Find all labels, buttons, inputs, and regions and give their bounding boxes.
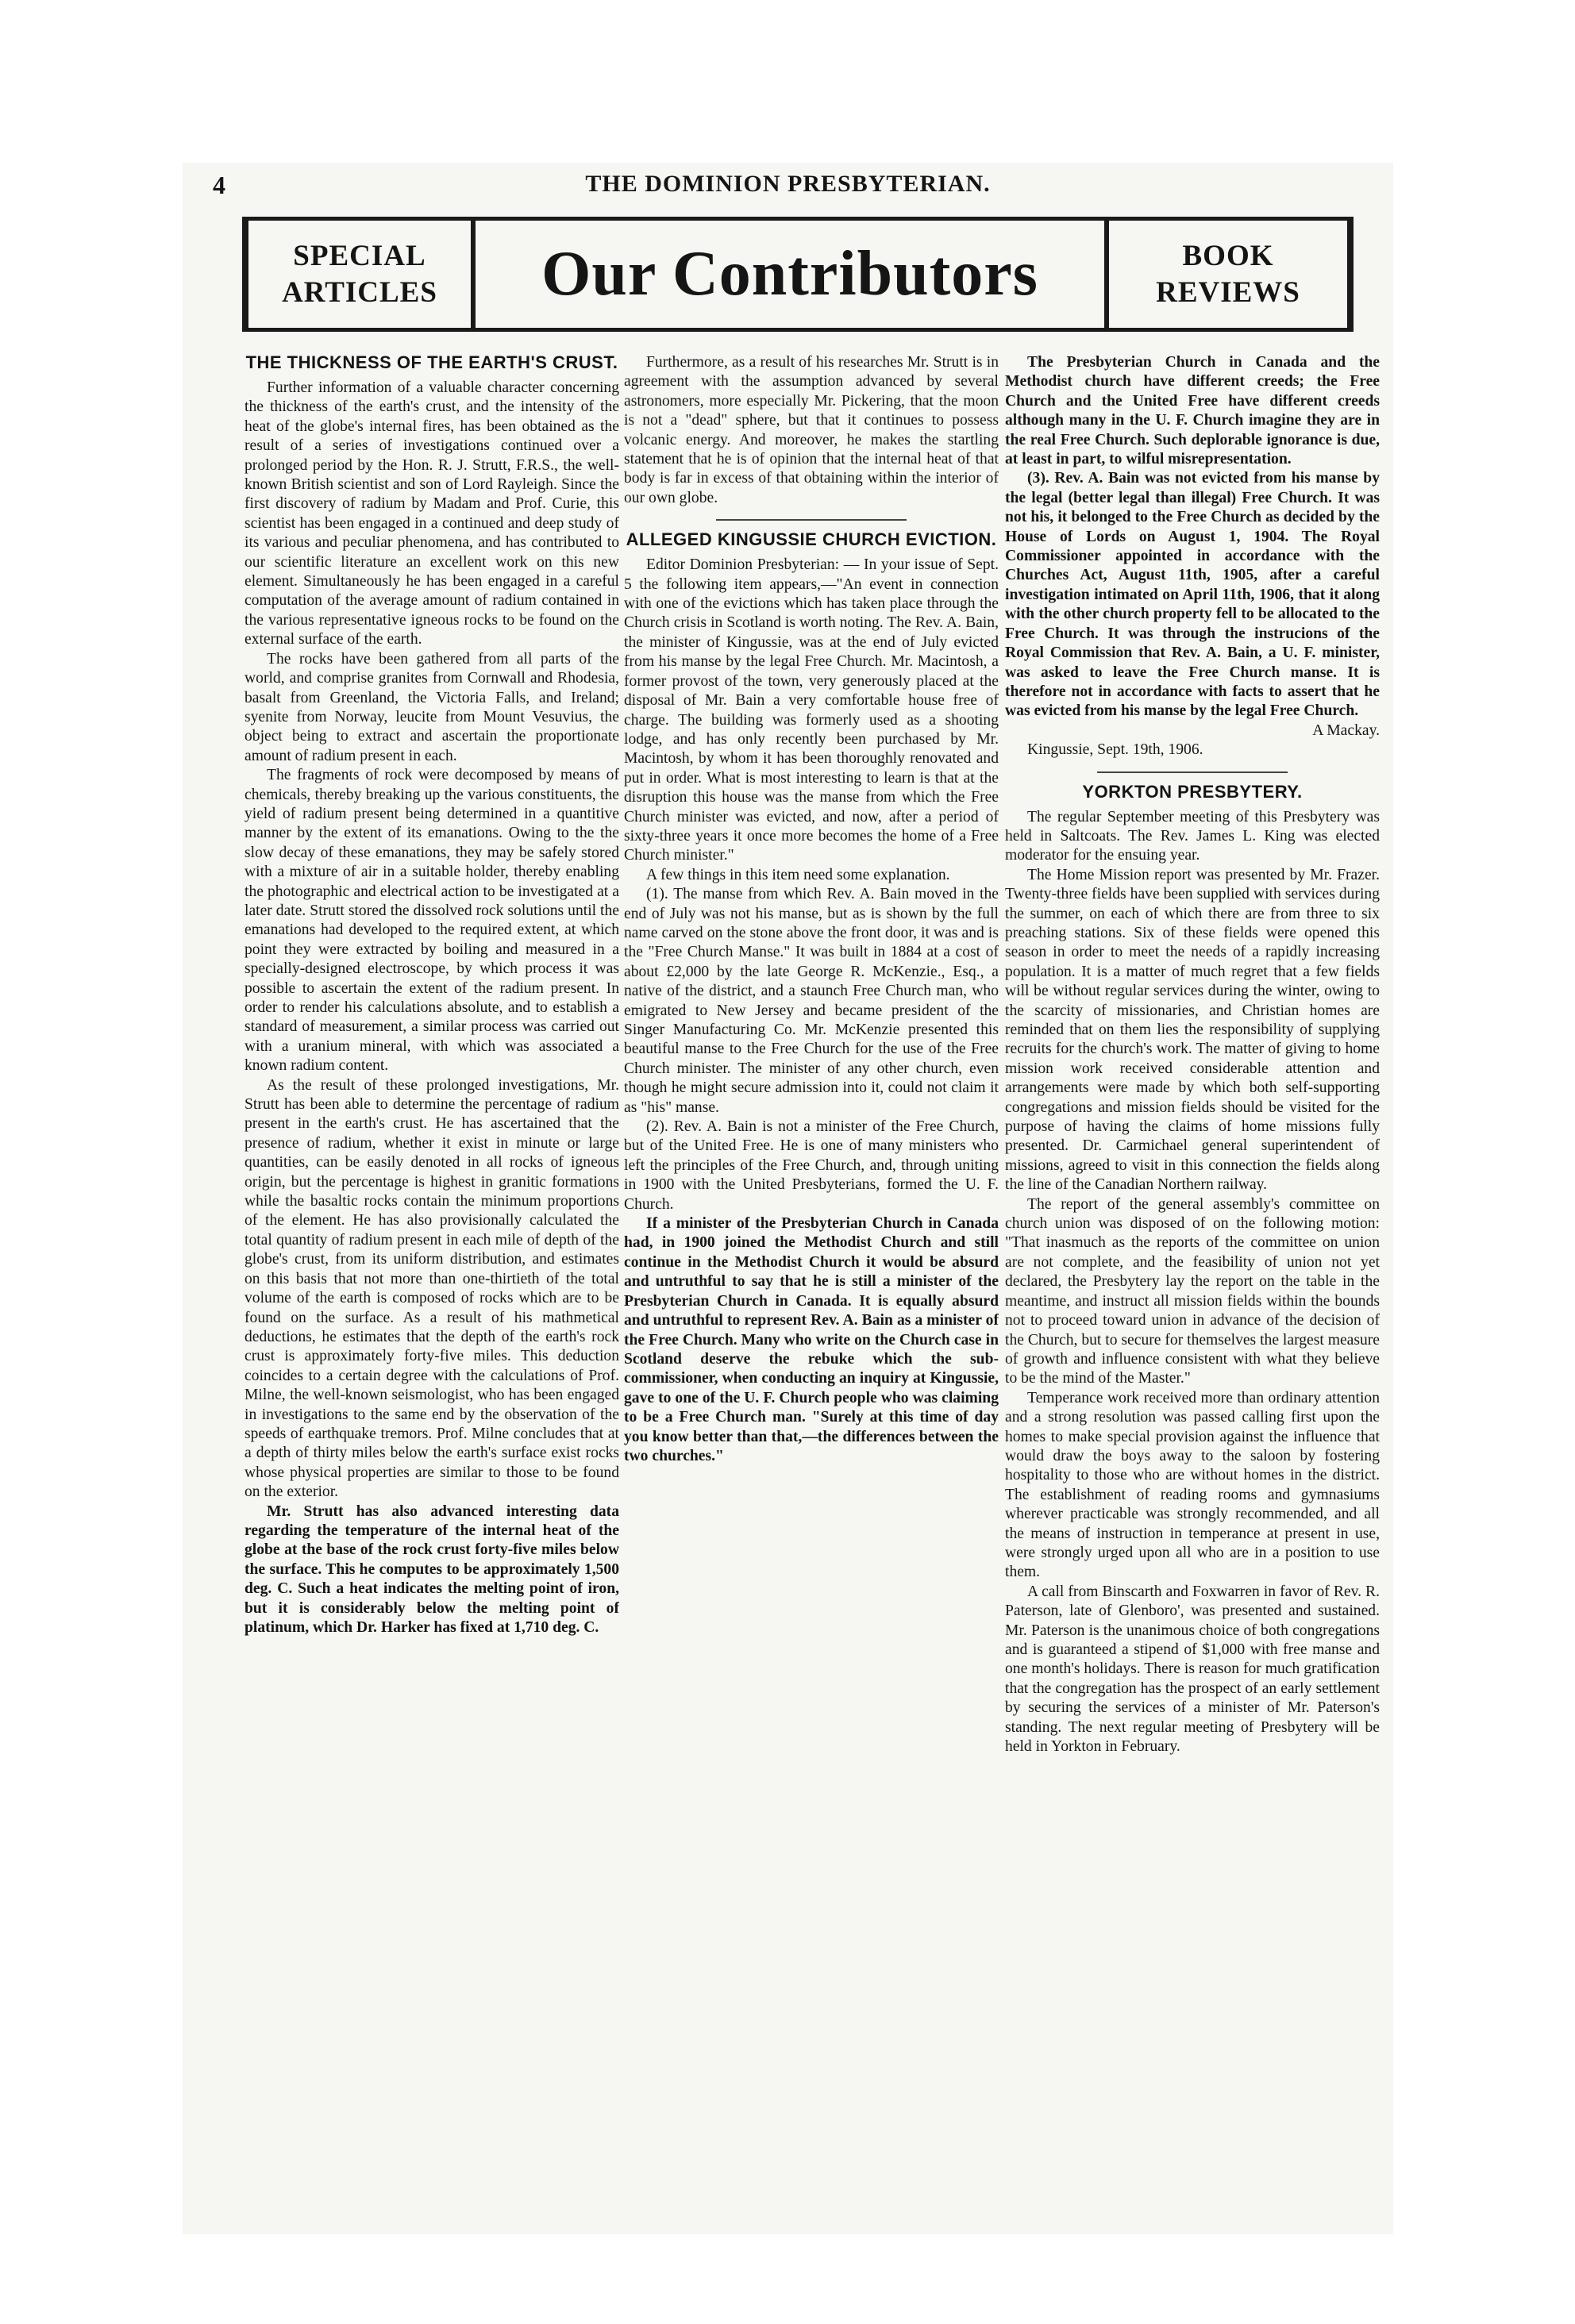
article-paragraph: Furthermore, as a result of his researches Mr. Strutt is in agreement with the assumption advanced by several astronomers, more especially Mr. Pickering, that the moon is not a "dead" sphere, but that it continues to possess volcanic energy. And moreover, he makes the startling statement that he is of opinion that the internal heat of that body is far in excess of that obtaining within the interior of our own globe. — [624, 354, 999, 506]
article-paragraph: Temperance work received more than ordinary attention and a strong resolution was passed calling first upon the homes to make special provision against the influence that would draw the boys away to the saloon by fostering hospitality to those who are without homes in the district. The establishment of reading rooms and gymnasiums wherever practicable was strongly recommended, and all the means of instruction in temperance at present in use, were strongly urged upon all who are in a position to use them. — [1005, 1389, 1380, 1581]
article-paragraph: Further information of a valuable character concerning the thickness of the earth's crust, and the intensity of the heat of the globe's internal fires, has been obtained as the result of a series of investigations continued over a prolonged period by the Hon. R. J. Strutt, F.R.S., the well-known British scientist and son of Lord Rayleigh. Since the first discovery of radium by Madam and Prof. Curie, this scientist has been engaged in a continued and deep study of its various and peculiar phenomena, and has contributed to our scientific literature an excellent work on this new element. Simultaneously he has been engaged in a careful computation of the average amount of radium contained in the various representative igneous rocks to be found on the external surface of the earth. — [245, 379, 619, 648]
column-3 — [1005, 353, 1380, 2218]
article-paragraph: A call from Binscarth and Foxwarren in favor of Rev. R. Paterson, late of Glenboro', was presented and sustained. Mr. Paterson is the unanimous choice of both congregations and is guaranteed a stipend of $1,000 with free manse and one month's holidays. There is reason for much gratification that the congregation has the prospect of an early settlement by securing the services of a minister of Mr. Paterson's standing. The next regular meeting of Presbytery will be held in Yorkton in February. — [1005, 1583, 1380, 1756]
section-banner — [242, 217, 1354, 332]
dateline: Kingussie, Sept. 19th, 1906. — [1027, 741, 1203, 759]
running-head — [183, 163, 1393, 210]
article-paragraph: If a minister of the Presbyterian Church in Canada had, in 1900 joined the Methodist Church and still continue in the Methodist Church it would be absurd and untruthful to say that he is still a minister of the Presbyterian Church in Canada. It is equally absurd and untruthful to represent Rev. A. Bain as a minister of the Free Church. Many who write on the Church case in Scotland deserve the rebuke which the sub-commissioner, when conducting an inquiry at Kingussie, gave to one of the U. F. Church people who was claiming to be a Free Church man. "Surely at this time of day you know better than that,—the differences between the two churches." — [624, 1215, 999, 1464]
article-paragraph: (2). Rev. A. Bain is not a minister of the Free Church, but of the United Free. He is one of many ministers who left the principles of the Free Church, and, through uniting in 1900 with the United Presbyterians, formed the U. F. Church. — [624, 1118, 999, 1213]
article-paragraph: A few things in this item need some explanation. — [646, 866, 950, 883]
article-paragraph: The Presbyterian Church in Canada and the Methodist church have different creeds; the Free Church and the United Free have different creeds although many in the U. F. Church imagine they are in the real Free Church. Such deplorable ignorance is due, at least in part, to wilful misrepresentation. — [1005, 354, 1380, 468]
divider — [716, 519, 907, 521]
article-paragraph: The report of the general assembly's committee on church union was disposed of on the following motion: "That inasmuch as the reports of the committee on union are not complete, and the feasibility of union not yet declared, the Presbytery lay the report on the table in the meantime, and instruct all mission fields within the bounds not to proceed toward union in advance of the decision of the Church, but to secure for themselves the largest measure of growth and influence consistent with what they believe to be the mind of the Master." — [1005, 1195, 1380, 1387]
article-paragraph: (1). The manse from which Rev. A. Bain moved in the end of July was not his manse, but as is shown by the full name carved on the stone above the front door, it was and is the "Free Church Manse." It was built in 1884 at a cost of about £2,000 by the late George R. McKenzie., Esq., a native of the district, and a staunch Free Church man, who emigrated to New Jersey and became president of the Singer Manufacturing Co. Mr. McKenzie presented this beautiful manse to the Free Church for the use of the Free Church minister. The minister of any other church, even though he might secure admission into it, could not claim it as "his" manse. — [624, 886, 999, 1116]
journal-title: THE DOMINION PRESBYTERIAN. — [585, 171, 991, 197]
article-paragraph: The Home Mission report was presented by Mr. Frazer. Twenty-three fields have been supplied with services during the summer, on each of which there are from three to six preaching stations. Six of these fields were opened this season in order to meet the needs of a rapidly increasing population. It is a matter of much regret that a few fields will be without regular services during the winter, owing to the scarcity of missionaries, and Christian homes are reminded that on them lies the responsibility of supplying recruits for the church's work. The matter of giving to home mission work received considerable attention and arrangements were made by which both self-supporting congregations and mission fields should be visited for the purpose of having the claims of home missions fully presented. Dr. Carmichael general superintendent of missions, agreed to visit in this connection the fields along the line of the Canadian Northern railway. — [1005, 866, 1380, 1194]
banner-title: Our Contributors — [541, 239, 1038, 309]
article-earth-crust-headline: THE THICKNESS OF THE EARTH'S CRUST. — [245, 353, 618, 372]
banner-right-line2: REVIEWS — [1156, 275, 1300, 309]
signature: A Mackay. — [1312, 721, 1380, 739]
article-paragraph: The rocks have been gathered from all parts of the world, and comprise granites from Cornwall and Rhodesia, basalt from Greenland, the Victoria Falls, and Ireland; syenite from Norway, leucite from Mount Vesuvius, the object being to extract and ascertain the proportionate amount of radium present in each. — [245, 650, 619, 764]
article-paragraph: Mr. Strutt has also advanced interesting data regarding the temperature of the internal heat of the globe at the base of the rock crust forty-five miles below the surface. This he computes to be approximately 1,500 deg. C. Such a heat indicates the melting point of iron, but it is considerably below the melting point of platinum, which Dr. Harker has fixed at 1,710 deg. C. — [245, 1503, 619, 1636]
article-paragraph: The regular September meeting of this Presbytery was held in Saltcoats. The Rev. James L. King was elected moderator for the ensuing year. — [1005, 808, 1380, 864]
column-1 — [245, 353, 619, 2218]
banner-right-line1: BOOK — [1182, 239, 1274, 272]
article-kingussie-headline: ALLEGED KINGUSSIE CHURCH EVICTION. — [626, 529, 997, 550]
banner-book-reviews — [1104, 221, 1347, 328]
newspaper-page — [183, 163, 1393, 2234]
article-paragraph: The fragments of rock were decomposed by means of chemicals, thereby breaking up the various constituents, the yield of radium present being determined in a quantitive manner by the extent of its emanations. Owing to the the slow decay of these emanations, they may be safely stored with a mixture of air in a suitable holder, thereby enabling the photographic and electrical action to be investigated at a later date. Strutt stored the dissolved rock solutions until the emanations had developed to the required extent, at which point they were extracted by boiling and measured in a specially-designed electroscope, by which process it was possible to ascertain the extent of the radium present. In order to render his calculations absolute, and to establish a standard of measurement, a similar process was carried out with a uranium mineral, with which was associated a known radium content. — [245, 767, 619, 1075]
article-yorkton-headline: YORKTON PRESBYTERY. — [1082, 781, 1303, 802]
banner-left-line1: SPECIAL — [293, 239, 426, 272]
article-paragraph: Editor Dominion Presbyterian: — In your issue of Sept. 5 the following item appears,—"An event in connection with one of the evictions which has taken place through the Church crisis in Scotland is worth noting. The Rev. A. Bain, the minister of Kingussie, was at the end of July evicted from his manse by the legal Free Church. Mr. Macintosh, a former provost of the town, very generously placed at the disposal of Mr. Bain a very comfortable house free of charge. The building was formerly used as a shooting lodge, and has only recently been purchased by Mr. Macintosh, by whom it has been thoroughly renovated and put in order. What is most interesting to learn is that at the disruption this house was the manse from which the Free Church minister was evicted, and now, after a period of sixty-three years it once more becomes the home of a Free Church minister." — [624, 556, 999, 864]
article-paragraph: As the result of these prolonged investigations, Mr. Strutt has been able to determine the percentage of radium present in the earth's crust. He has ascertained that the presence of radium, whether it exist in minute or large quantities, can be easily denoted in all rocks of igneous origin, but the percentage is highest in granitic formations while the basaltic rocks contain the minimum proportions of the element. He has also provisionally calculated the total quantity of radium present in each mile of depth of the globe's crust, from its uniform distribution, and estimates on this basis that not more than one-thirtieth of the total volume of the earth is composed of rocks which are to be found on the surface. As a result of his mathmetical deductions, he estimates that the depth of the earth's rock crust is approximately forty-five miles. This deduction coincides to a certain degree with the calculations of Prof. Milne, the well-known seismologist, who has been engaged in investigations to the same end by the observation of the speeds of earthquake tremors. Prof. Milne concludes that at a depth of thirty miles below the earth's surface exist rocks whose physical properties are similar to those to be found on the exterior. — [245, 1076, 619, 1501]
banner-left-line2: ARTICLES — [282, 275, 437, 309]
page-number: 4 — [213, 171, 225, 199]
column-2 — [624, 353, 999, 2218]
article-paragraph: (3). Rev. A. Bain was not evicted from his manse by the legal (better legal than illegal) Free Church. It was not his, it belonged to the Free Church as decided by the House of Lords on August 1, 1904. The Royal Commissioner appointed in accordance with the Churches Act, August 11th, 1905, after a careful investigation intimated on April 11th, 1906, that it along with the other church property fell to be allocated to the Free Church. It was through the instrucions of the Royal Commission that Rev. A. Bain, a U. F. minister, was asked to leave the Free Church manse. It is therefore not in accordance with facts to assert that he was evicted from his manse by the legal Free Church. — [1005, 470, 1380, 720]
divider — [1097, 771, 1288, 773]
banner-special-articles — [248, 221, 476, 328]
